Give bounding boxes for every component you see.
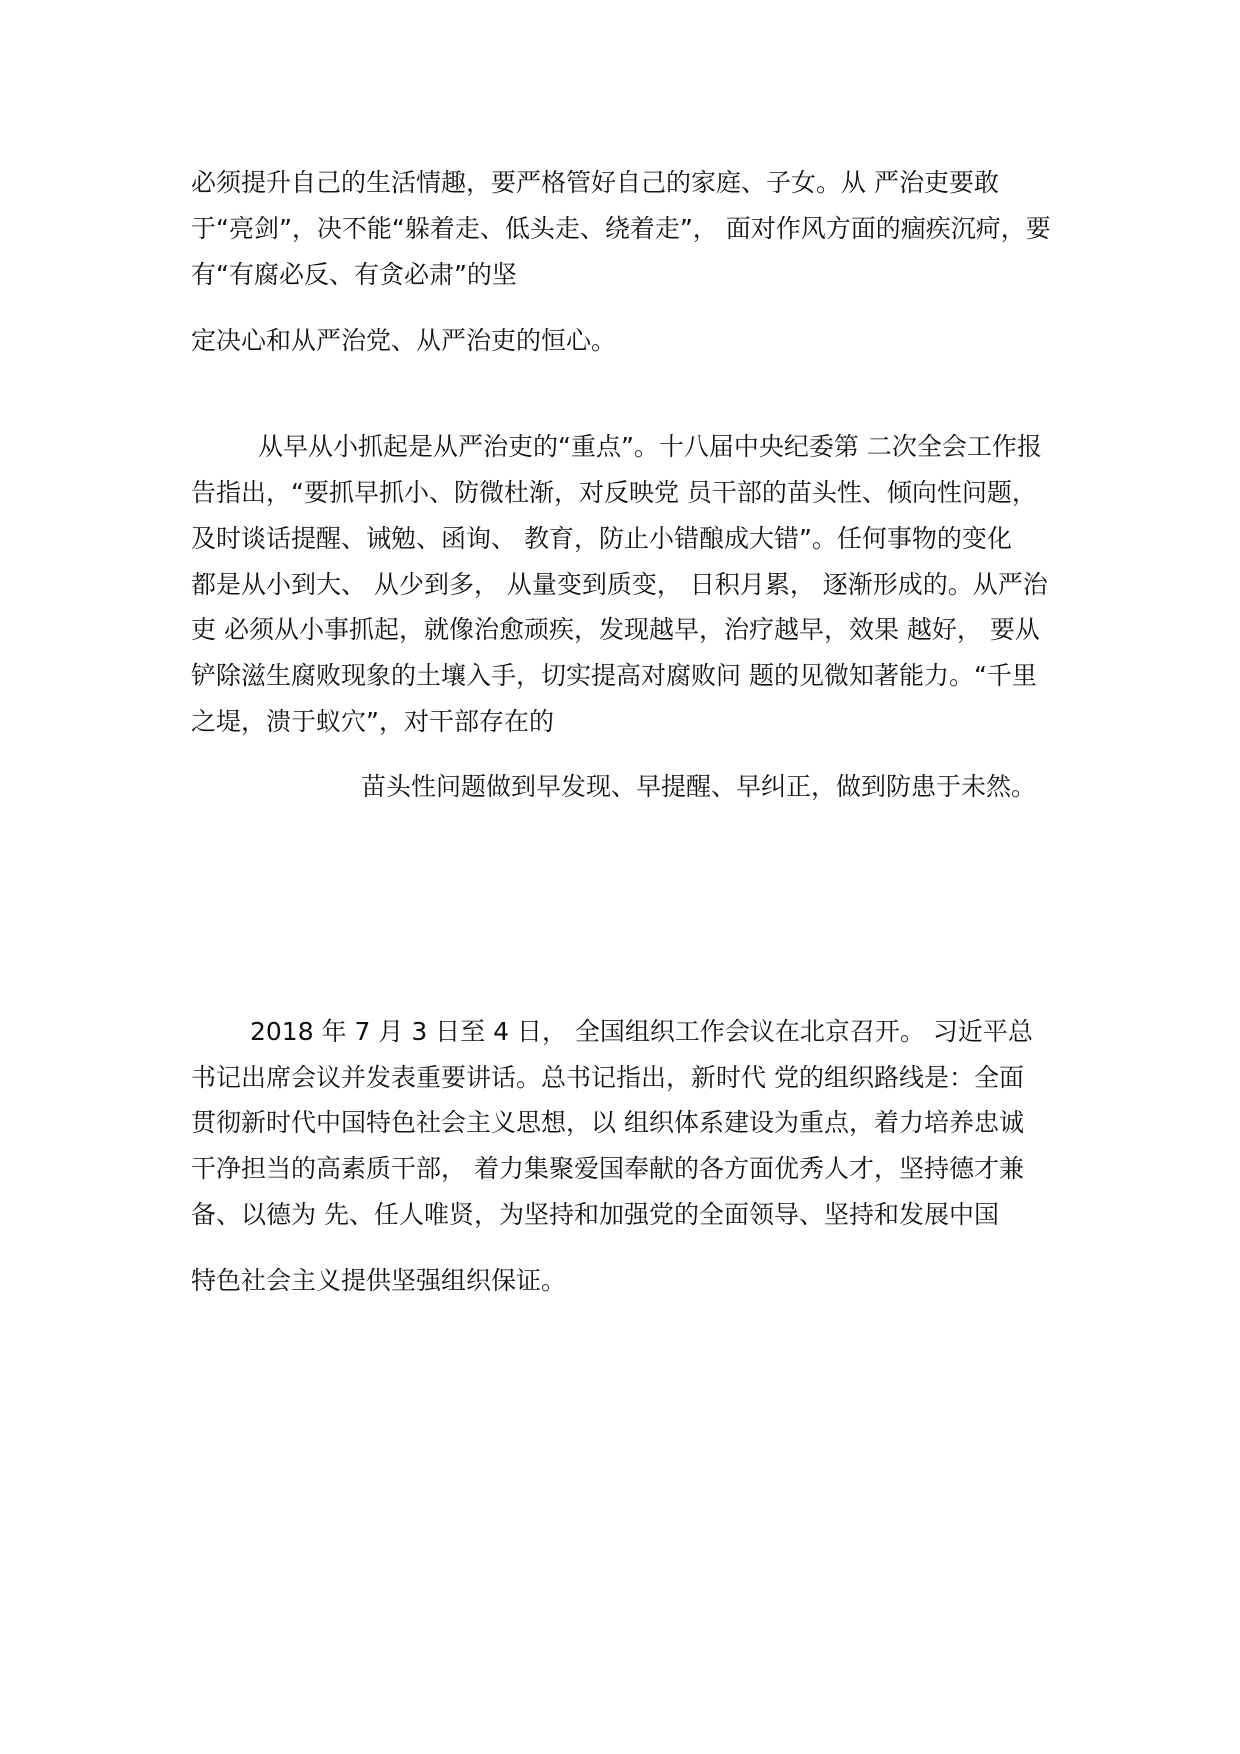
paragraph-1-line-2: 于“亮剑”，决不能“躲着走、低头走、绕着走”， 面对作风方面的痼疾沉疴，要 (191, 214, 1051, 243)
paragraph-1-line-4: 定决心和从严治党、从严治吏的恒心。 (191, 326, 617, 355)
paragraph-3-line-6: 特色社会主义提供坚强组织保证。 (191, 1266, 567, 1295)
paragraph-3-line-2: 书记出席会议并发表重要讲话。总书记指出，新时代 党的组织路线是：全面 (191, 1063, 1024, 1092)
paragraph-1-line-1: 必须提升自己的生活情趣，要严格管好自己的家庭、子女。从 严治吏要敢 (191, 168, 999, 197)
paragraph-3-line-5: 备、以德为 先、任人唯贤，为坚持和加强党的全面领导、坚持和发展中国 (191, 1200, 999, 1229)
paragraph-2-line-8: 苗头性问题做到早发现、早提醒、早纠正，做到防患于未然。 (361, 772, 1037, 801)
paragraph-1-line-3: 有“有腐必反、有贪必肃”的坚 (191, 260, 517, 289)
paragraph-3-line-4: 干净担当的高素质干部， 着力集聚爱国奉献的各方面优秀人才，坚持德才兼 (191, 1154, 1024, 1183)
paragraph-2-line-7: 之堤，溃于蚁穴”，对干部存在的 (191, 707, 554, 736)
paragraph-2-line-4: 都是从小到大、 从少到多， 从量变到质变， 日积月累， 逐渐形成的。从严治 (191, 570, 1048, 599)
paragraph-2-line-3: 及时谈话提醒、诫勉、函询、 教育，防止小错酿成大错”。任何事物的变化 (191, 524, 1012, 553)
paragraph-3-line-3: 贯彻新时代中国特色社会主义思想，以 组织体系建设为重点，着力培养忠诚 (191, 1108, 1024, 1137)
paragraph-2-line-5: 吏 必须从小事抓起，就像治愈顽疾，发现越早，治疗越早，效果 越好， 要从 (191, 615, 1040, 644)
paragraph-2-line-6: 铲除滋生腐败现象的土壤入手，切实提高对腐败问 题的见微知著能力。“千里 (191, 661, 1037, 690)
paragraph-2-line-2: 告指出，“要抓早抓小、防微杜渐，对反映党 员干部的苗头性、倾向性问题， (191, 478, 1037, 507)
paragraph-2-line-1: 从早从小抓起是从严治吏的“重点”。十八届中央纪委第 二次全会工作报 (258, 432, 1042, 461)
paragraph-3-line-1: 2018 年 7 月 3 日至 4 日， 全国组织工作会议在北京召开。 习近平总 (250, 1017, 1033, 1046)
